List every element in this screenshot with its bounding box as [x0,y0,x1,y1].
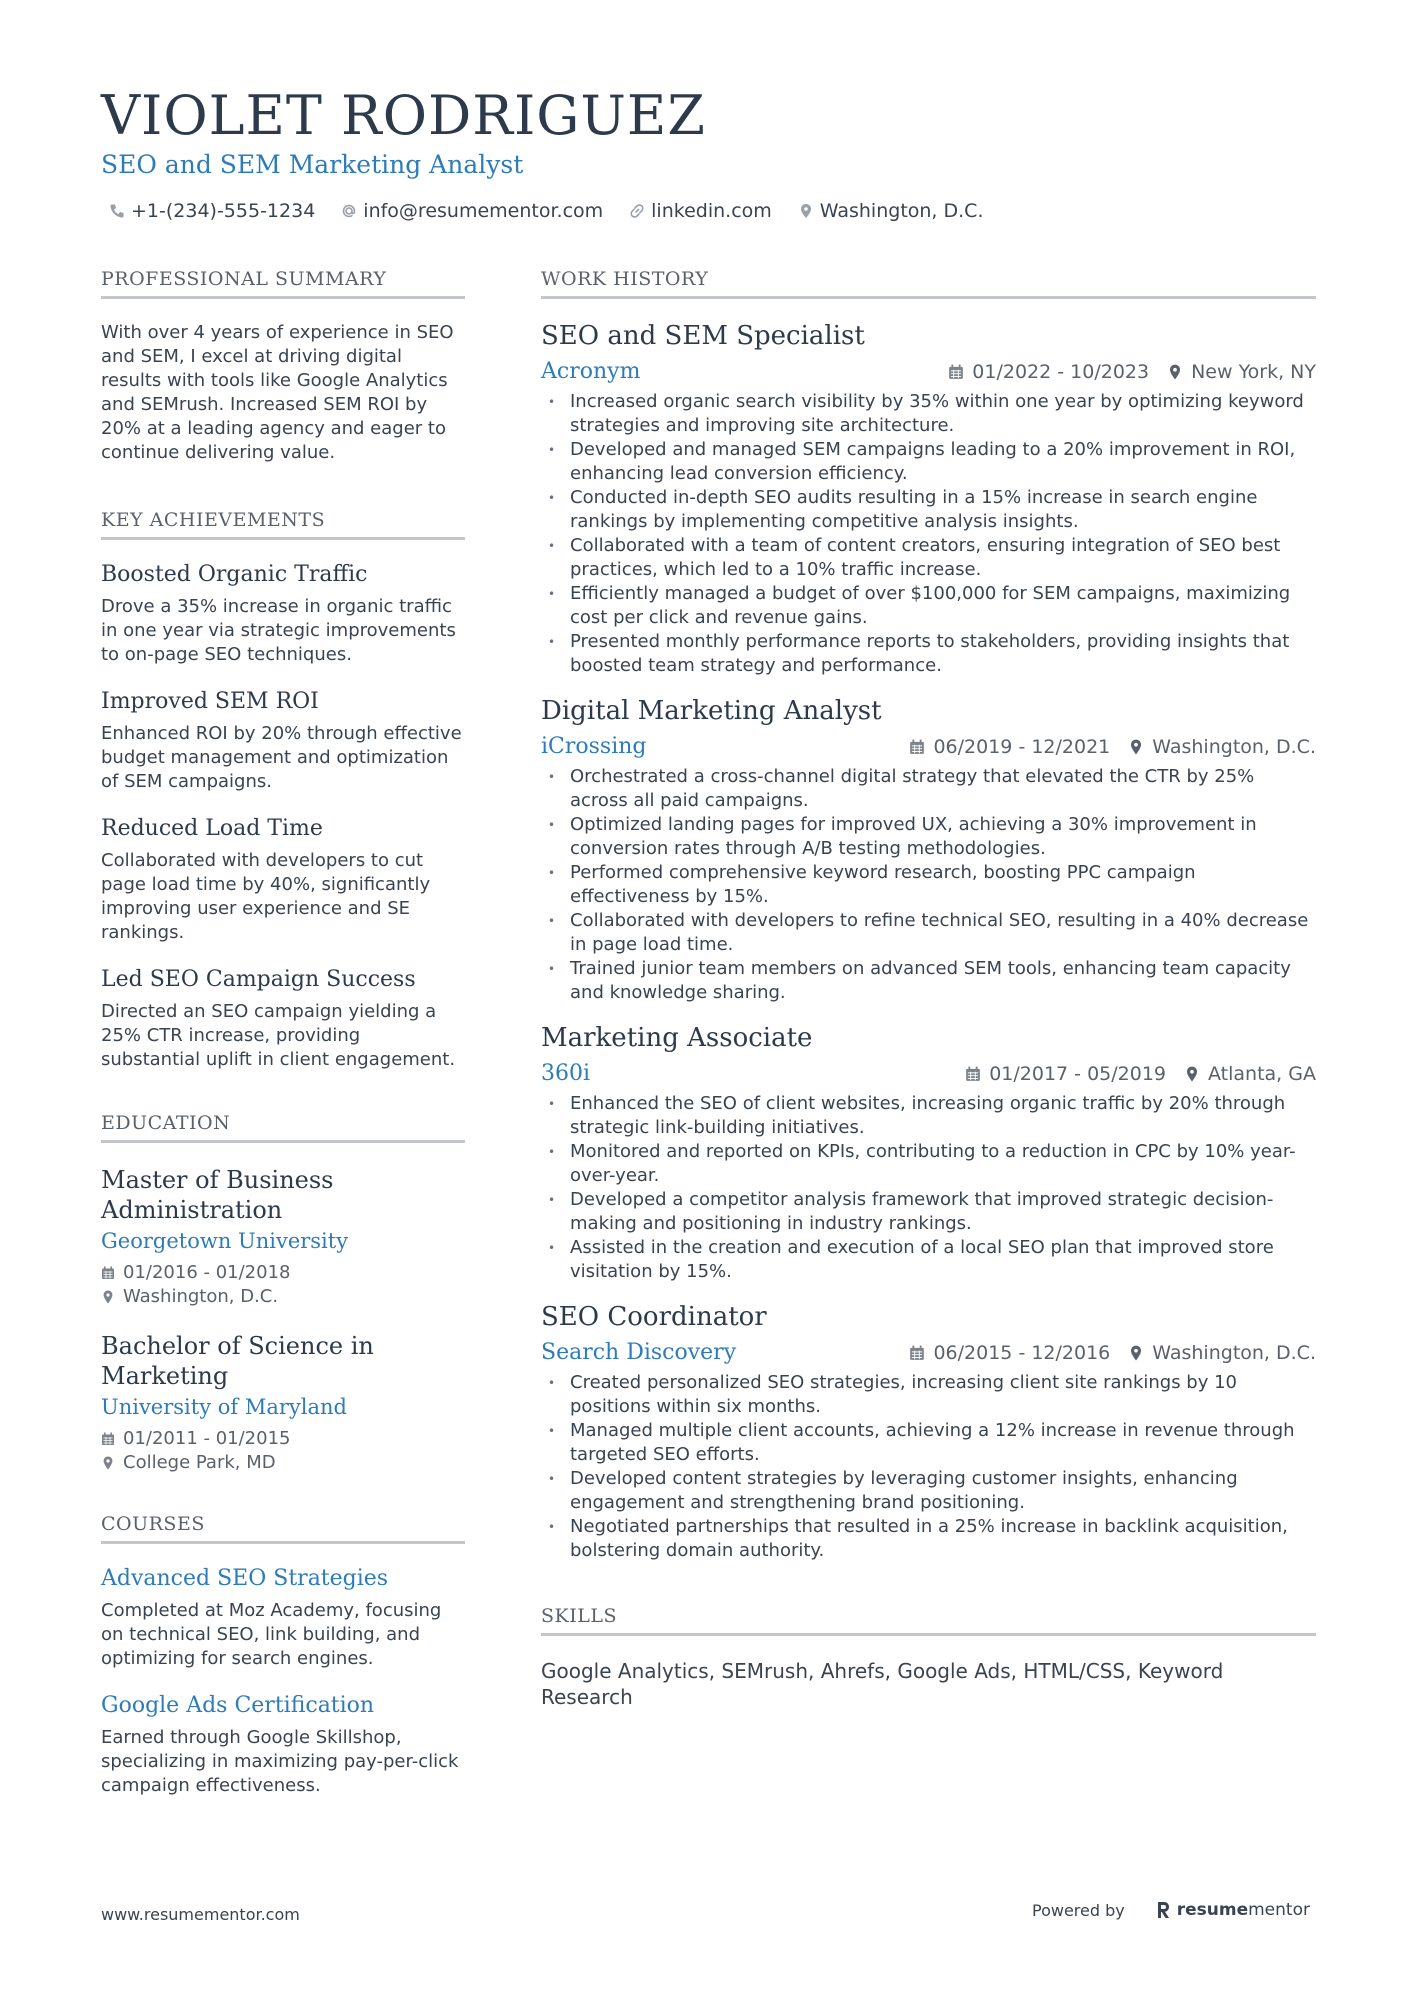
job-title: SEO and SEM Specialist [541,321,865,351]
education-location: College Park, MD [123,1452,276,1473]
job-bullet: • Orchestrated a cross-channel digital strategy that elevated the CTR by 25% across all paid campaigns. [541,765,1316,813]
skills-heading: SKILLS [541,1605,1316,1636]
education-item [101,1331,465,1475]
education-degree: Master of Business Administration [101,1166,334,1224]
powered-by-text: Powered by [1032,1900,1125,1920]
calendar-icon [948,364,964,380]
job-bullet: • Negotiated partnerships that resulted in a 25% increase in backlink acquisition, bolstering domain authority. [541,1515,1316,1563]
education-location-line [101,1451,465,1475]
course-title: Advanced SEO Strategies [101,1566,389,1591]
education-heading: EDUCATION [101,1112,465,1143]
job-location: New York, NY [1191,360,1316,383]
achievement-text: Collaborated with developers to cut page load time by 40%, significantly improving user experience and SE rankings. [101,850,431,943]
education-school: Georgetown University [101,1229,349,1253]
job-dates-line [909,1342,1110,1364]
job-dates-line [965,1063,1166,1085]
job-header-row [541,1340,1316,1365]
job-meta [909,1342,1316,1364]
footer-brand [1032,1900,1310,1920]
right-column [541,268,1316,1710]
job-bullet: • Efficiently managed a budget of over $100,000 for SEM campaigns, maximizing cost per click and revenue gains. [541,582,1316,630]
job-bullets [541,1092,1316,1284]
calendar-icon [101,1432,115,1446]
education-section [101,1112,465,1475]
education-dates: 01/2016 - 01/2018 [123,1262,291,1283]
job-dates-line [948,361,1149,383]
job-bullet: • Optimized landing pages for improved UX, achieving a 30% improvement in conversion rates through A/B testing methodologies. [541,813,1316,861]
achievement-item [101,562,465,667]
work-heading: WORK HISTORY [541,268,1316,299]
achievement-text: Drove a 35% increase in organic traffic in one year via strategic improvements to on-page SEO techniques. [101,596,456,665]
job-bullet: • Developed and managed SEM campaigns leading to a 20% improvement in ROI, enhancing lead conversion efficiency. [541,438,1316,486]
job-bullet: • Managed multiple client accounts, achieving a 12% increase in revenue through targeted SEO efforts. [541,1419,1316,1467]
summary-text: With over 4 years of experience in SEO and SEM, I excel at driving digital results with tools like Google Analytics and SEMrush. Increased SEM ROI by 20% at a leading agency and eager to continue delivering value. [101,322,454,463]
job-item [541,1023,1316,1284]
job-location: Atlanta, GA [1208,1062,1316,1085]
job-bullet: • Trained junior team members on advanced SEM tools, enhancing team capacity and knowledge sharing. [541,957,1316,1005]
job-bullet: • Performed comprehensive keyword research, boosting PPC campaign effectiveness by 15%. [541,861,1316,909]
location-pin-icon [101,1456,115,1470]
achievement-item [101,816,465,945]
summary-section [101,268,465,465]
achievements-heading: KEY ACHIEVEMENTS [101,509,465,540]
job-dates: 06/2019 - 12/2021 [933,735,1111,758]
calendar-icon [909,1345,925,1361]
education-location: Washington, D.C. [123,1286,279,1307]
job-bullet: • Presented monthly performance reports to stakeholders, providing insights that boosted team strategy and performance. [541,630,1316,678]
achievement-text: Enhanced ROI by 20% through effective budget management and optimization of SEM campaigns. [101,723,462,792]
achievement-item [101,689,465,794]
location-text: Washington, D.C. [819,200,984,222]
job-title: Marketing Associate [541,1023,813,1053]
job-title: Digital Marketing Analyst [541,696,882,726]
job-dates: 06/2015 - 12/2016 [933,1341,1111,1364]
skills-section [541,1605,1316,1710]
contact-linkedin[interactable] [629,200,772,222]
job-location: Washington, D.C. [1152,735,1316,758]
job-company: Search Discovery [541,1340,737,1365]
job-header-row [541,359,1316,384]
education-dates-line [101,1427,465,1451]
job-bullet: • Monitored and reported on KPIs, contributing to a reduction in CPC by 10% year-over-year. [541,1140,1316,1188]
contact-bar [109,200,984,222]
achievement-title: Improved SEM ROI [101,689,319,714]
job-bullet: • Increased organic search visibility by 35% within one year by optimizing keyword strategies and improving site architecture. [541,390,1316,438]
course-item [101,1566,465,1671]
courses-heading: COURSES [101,1513,465,1544]
left-column [101,268,465,1820]
job-item [541,321,1316,678]
linkedin-text[interactable]: linkedin.com [651,200,772,222]
job-header-row [541,734,1316,759]
footer-website[interactable]: www.resumementor.com [101,1905,300,1924]
job-bullet: • Conducted in-depth SEO audits resulting in a 15% increase in search engine rankings by implementing competitive analysis insights. [541,486,1316,534]
job-bullet: • Assisted in the creation and execution of a local SEO plan that improved store visitation by 15%. [541,1236,1316,1284]
job-bullet: • Created personalized SEO strategies, increasing client site rankings by 10 positions within six months. [541,1371,1316,1419]
education-item [101,1165,465,1309]
course-text: Earned through Google Skillshop, specializing in maximizing pay-per-click campaign effectiveness. [101,1727,459,1796]
candidate-name: VIOLET RODRIGUEZ [101,84,706,147]
achievement-title: Led SEO Campaign Success [101,967,416,992]
job-location-line [1128,736,1316,758]
job-item [541,696,1316,1005]
calendar-icon [101,1266,115,1280]
phone-icon [109,203,125,219]
brand-logo [1155,1900,1310,1920]
job-location-line [1167,361,1316,383]
at-icon [341,203,357,219]
location-pin-icon [1128,739,1144,755]
education-dates: 01/2011 - 01/2015 [123,1428,291,1449]
job-bullet: • Collaborated with developers to refine technical SEO, resulting in a 40% decrease in page load time. [541,909,1316,957]
job-bullet: • Collaborated with a team of content creators, ensuring integration of SEO best practices, which led to a 10% traffic increase. [541,534,1316,582]
job-location-line [1184,1063,1316,1085]
job-bullet: • Enhanced the SEO of client websites, increasing organic traffic by 20% through strategic link-building initiatives. [541,1092,1316,1140]
summary-heading: PROFESSIONAL SUMMARY [101,268,465,299]
job-dates: 01/2022 - 10/2023 [972,360,1150,383]
link-icon [629,203,645,219]
contact-email[interactable] [341,200,603,222]
achievement-text: Directed an SEO campaign yielding a 25% CTR increase, providing substantial uplift in client engagement. [101,1001,456,1070]
job-location-line [1128,1342,1316,1364]
education-location-line [101,1285,465,1309]
achievement-title: Reduced Load Time [101,816,323,841]
achievement-item [101,967,465,1072]
location-pin-icon [1128,1345,1144,1361]
job-meta [965,1063,1316,1085]
contact-location [798,200,984,222]
job-bullet: • Developed content strategies by leveraging customer insights, enhancing engagement and strengthening brand positioning. [541,1467,1316,1515]
job-bullets [541,765,1316,1005]
job-company: Acronym [541,359,641,384]
job-meta [909,736,1316,758]
achievement-title: Boosted Organic Traffic [101,562,368,587]
calendar-icon [965,1066,981,1082]
phone-text: +1-(234)-555-1234 [131,200,316,222]
job-location: Washington, D.C. [1152,1341,1316,1364]
brand-light: mentor [1248,1900,1310,1920]
calendar-icon [909,739,925,755]
course-title: Google Ads Certification [101,1693,375,1718]
job-bullet: • Developed a competitor analysis framework that improved strategic decision-making and positioning in industry rankings. [541,1188,1316,1236]
course-text: Completed at Moz Academy, focusing on technical SEO, link building, and optimizing for search engines. [101,1600,442,1669]
candidate-role: SEO and SEM Marketing Analyst [101,150,524,179]
job-header-row [541,1061,1316,1086]
work-section [541,268,1316,1563]
job-title: SEO Coordinator [541,1302,767,1332]
education-dates-line [101,1261,465,1285]
location-pin-icon [1184,1066,1200,1082]
location-pin-icon [798,203,814,219]
job-item [541,1302,1316,1563]
achievements-section [101,509,465,1072]
courses-section [101,1513,465,1798]
email-text[interactable]: info@resumementor.com [363,200,604,222]
job-company: 360i [541,1061,591,1086]
course-item [101,1693,465,1798]
brand-bold: resume [1176,1900,1249,1920]
skills-text: Google Analytics, SEMrush, Ahrefs, Google Ads, HTML/CSS, Keyword Research [541,1659,1224,1709]
location-pin-icon [101,1290,115,1304]
education-school: University of Maryland [101,1395,347,1419]
job-bullets [541,1371,1316,1563]
jobs-list [541,321,1316,1563]
job-bullets [541,390,1316,678]
location-pin-icon [1167,364,1183,380]
job-dates: 01/2017 - 05/2019 [989,1062,1167,1085]
contact-phone [109,200,315,222]
job-company: iCrossing [541,734,647,759]
brand-logo-icon [1155,1901,1171,1919]
job-meta [948,361,1316,383]
education-degree: Bachelor of Science in Marketing [101,1332,374,1390]
job-dates-line [909,736,1110,758]
